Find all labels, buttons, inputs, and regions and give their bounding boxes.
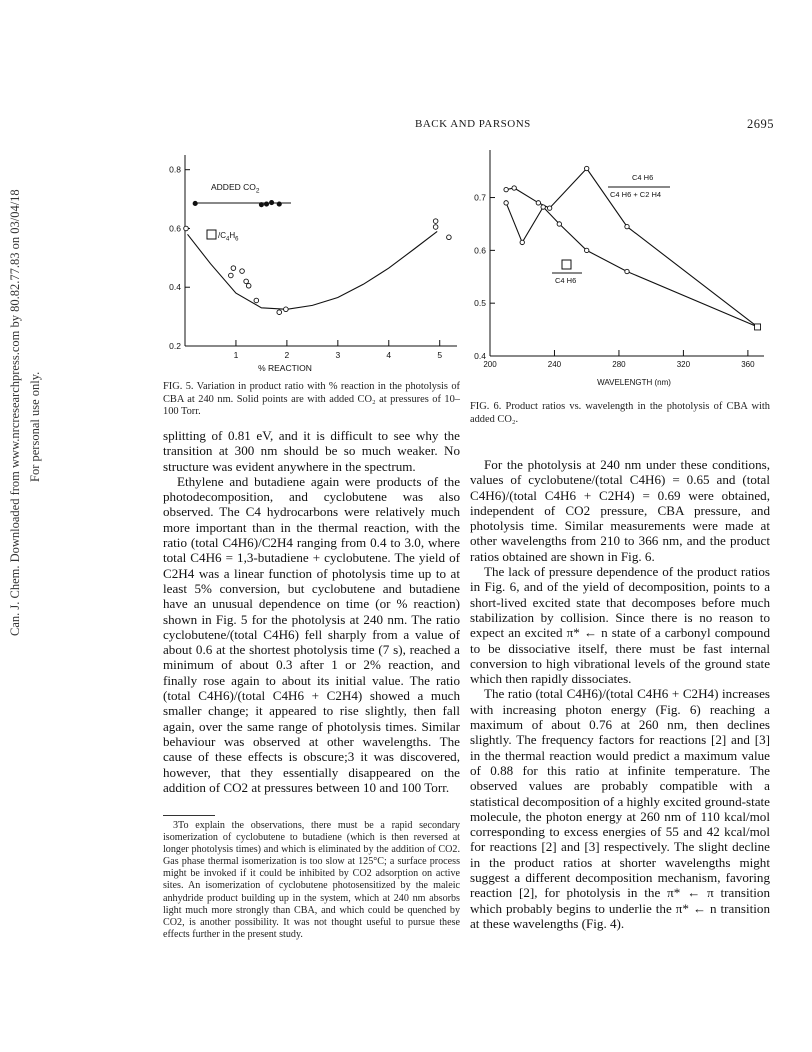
fig5-fit-curve xyxy=(188,231,438,309)
fig6-point-series-2 xyxy=(557,222,561,226)
running-title: BACK AND PARSONS xyxy=(415,118,531,130)
fig5-chart xyxy=(155,150,465,375)
fig5-label-added-co2: ADDED $CO_2$ xyxy=(211,182,260,195)
fig6-end-point xyxy=(755,324,761,330)
fig6-point-series-1 xyxy=(547,206,551,210)
fig5-y-ticks xyxy=(169,165,190,351)
fig5-caption: FIG. 5. Variation in product ratio with % reaction in the photolysis of CBA at 240 nm. Solid points are with added CO₂ at pressures of 10–100 Torr. xyxy=(163,381,460,418)
fig5-open-square-symbol xyxy=(207,230,216,239)
fig6-point-series-2 xyxy=(520,240,524,244)
right-para-2: The lack of pressure dependence of the product ratios in Fig. 6, and of the yield of decomposition, points to a short-lived excited state that decomposes before much stabilization by collision. Since there is no reason to expect an excited π* ← n state of a carbonyl compound to be dissociative itself, there must be fast internal conversion to high vibrational levels of the ground state which then rapidly dissociates. xyxy=(470,564,770,687)
fig6-x-tick-label: 360 xyxy=(741,360,755,369)
fig6-caption: FIG. 6. Product ratios vs. wavelength in the photolysis of CBA with added CO₂. xyxy=(470,401,770,425)
download-watermark xyxy=(6,160,50,860)
fig6-point-series-1 xyxy=(625,224,629,228)
watermark-line-2: For personal use only. xyxy=(28,371,42,482)
fig5-point-open xyxy=(277,310,282,315)
fig5-y-tick-label: 0.2 xyxy=(169,341,181,351)
fig5-point-open xyxy=(231,266,236,271)
fig5-y-tick-label: 0.6 xyxy=(169,223,181,234)
fig5-point-open xyxy=(244,279,249,284)
fig5-x-ticks xyxy=(234,340,443,360)
fig6-point-series-2 xyxy=(504,201,508,205)
fig6-x-tick-label: 240 xyxy=(547,360,562,369)
footnote-text: 3To explain the observations, there must be a rapid secondary isomerization of cyclobutene to butadiene (which is then reversed at longer photolysis times) and which is eliminated by the addition of CO2. Gas phase thermal isomerization is too slow at 125°C; a surface process might be invoked if it could be inhibited by CO2 adsorption on active sites. An isomerization of cyclobutene photosensitized by the maleic anhydride product building up in the system, which at 240 nm absorbs light much more strongly than CBA, and which could be quenched by CO2, is another possibility. It was not thought useful to pursue these effects further in the present study. xyxy=(163,820,460,940)
fig6-x-ticks xyxy=(483,350,755,369)
fig6-series-line-2 xyxy=(506,203,757,327)
running-header xyxy=(0,118,812,134)
fig6-point-series-2 xyxy=(541,205,545,209)
watermark-line-1: Can. J. Chem. Downloaded from www.nrcresearchpress.com by 80.82.77.83 on 03/04/18 xyxy=(8,189,22,636)
fig6-x-tick-label: 320 xyxy=(676,360,691,369)
fig5-point-open xyxy=(240,269,245,274)
fig6-y-tick-label: 0.5 xyxy=(474,298,486,309)
fig6-chart xyxy=(470,148,770,391)
fig5-x-tick-label: 2 xyxy=(284,350,290,360)
right-para-3: The ratio (total C4H6)/(total C4H6 + C2H4) increases with increasing photon energy (Fig. 6) reaching a maximum of about 0.76 at 260 nm, then declines slightly. The frequency factors for reactions [2] and [3] in the thermal reaction would predict a maximum value of 0.88 for this ratio at infinite temperature. The observed values are probably compatible with a statistical decomposition of a highly excited ground-state molecule, the photon energy at 260 nm of 110 kcal/mol corresponding to excess energies of 55 and 42 kcal/mol for reactions [2] and [3] respectively. The slight decline in the product ratios at shorter wavelengths might suggest a different decomposition mechanism, favoring reaction [2], for photolysis in the π* ← π transition which probably begins to underlie the π* ← n transition at these wavelengths (Fig. 4). xyxy=(470,686,770,931)
svg-text:C4 H6: C4 H6 xyxy=(632,173,654,182)
fig5-x-tick-label: 5 xyxy=(437,350,443,360)
fig5-x-axis-label: % REACTION xyxy=(258,363,312,373)
fig5-label-ratio: $/C_4H_6$ xyxy=(218,231,239,243)
fig6-x-tick-label: 280 xyxy=(612,360,626,369)
fig5-point-open xyxy=(447,235,452,240)
right-column xyxy=(470,457,770,931)
fig5-point-open xyxy=(184,226,189,231)
left-para-2: Ethylene and butadiene again were products of the photodecomposition, and cyclobutene was also observed. The C4 hydrocarbons were relatively much more important than in the thermal reaction, with the ratio (total C4H6)/C2H4 ranging from 0.4 to 3.0, where total C4H6 = 1,3-butadiene + cyclobutene. The yield of C2H4 was a linear function of photolysis time up to at least 5% conversion, but cyclobutene and butadiene have an unusual dependence on time (or % reaction) shown in Fig. 5 for the photolysis at 240 nm. The ratio cyclobutene/(total C4H6) fell sharply from a value of about 0.6 at the shortest photolysis time (7 s), reached a minimum of about 0.3 after 1 or 2% reaction, and finally rose again to about its initial value. The ratio (total C4H6)/(total C4H6 + C2H4) showed a much smaller change; it appeared to rise slightly, then fall again, over the same range of photolysis times. Similar behaviour was observed at other wavelengths. The cause of these effects is obscure;3 it was discovered, however, that they essentially disappeared on the addition of CO2 at pressures between 10 and 100 Torr. xyxy=(163,473,460,795)
fig6-point-series-1 xyxy=(504,187,508,191)
left-para-1: splitting of 0.81 eV, and it is difficult to see why the transition at 300 nm should be so much weaker. No structure was evident anywhere in the spectrum. xyxy=(163,428,460,474)
fig6-y-tick-label: 0.7 xyxy=(474,192,486,203)
svg-text:C4 H6: C4 H6 xyxy=(555,276,577,285)
fig5-x-tick-label: 3 xyxy=(335,350,341,360)
fig6-point-series-2 xyxy=(585,248,589,252)
fig5-y-tick-label: 0.4 xyxy=(169,282,181,293)
fig6-y-ticks xyxy=(474,193,495,361)
right-para-1: For the photolysis at 240 nm under these conditions, values of cyclobutene/(total C4H6) = 0.65 and (total C4H6)/(total C4H6 + C2H4) = 0.69 were obtained, independent of CO2 pressure, CBA pressure, and photolysis time. Similar measurements were made at other wavelengths from 210 to 366 nm, and the product ratios obtained are shown in Fig. 6. xyxy=(470,457,770,564)
fig5-x-tick-label: 4 xyxy=(386,350,392,360)
fig6-x-axis-label: WAVELENGTH (nm) xyxy=(597,378,671,387)
fig5-point-open xyxy=(246,283,251,288)
fig5-point-open xyxy=(254,298,259,303)
footnote-rule xyxy=(163,815,215,816)
fig6-point-series-2 xyxy=(625,269,629,273)
fig5-point-open xyxy=(229,273,234,278)
svg-text:C4 H6 + C2 H4: C4 H6 + C2 H4 xyxy=(610,190,662,199)
page-number: 2695 xyxy=(747,117,774,131)
fig6-legend-top xyxy=(608,173,670,199)
fig5-y-tick-label: 0.8 xyxy=(169,164,181,175)
footnote xyxy=(163,820,460,941)
fig5-point-open xyxy=(284,307,289,312)
fig6-x-tick-label: 200 xyxy=(483,360,497,369)
fig6-legend-bottom xyxy=(552,260,582,285)
fig5-point-open xyxy=(433,225,438,230)
fig5-points xyxy=(184,201,451,315)
left-column xyxy=(163,428,460,795)
fig6-point-series-1 xyxy=(512,186,516,190)
fig6-y-tick-label: 0.4 xyxy=(474,351,486,361)
fig5-x-tick-label: 1 xyxy=(233,350,239,360)
fig5-point-open xyxy=(433,219,438,224)
fig6-y-tick-label: 0.6 xyxy=(474,245,486,256)
fig6-point-series-1 xyxy=(536,201,540,205)
fig6-point-series-1 xyxy=(585,166,589,170)
